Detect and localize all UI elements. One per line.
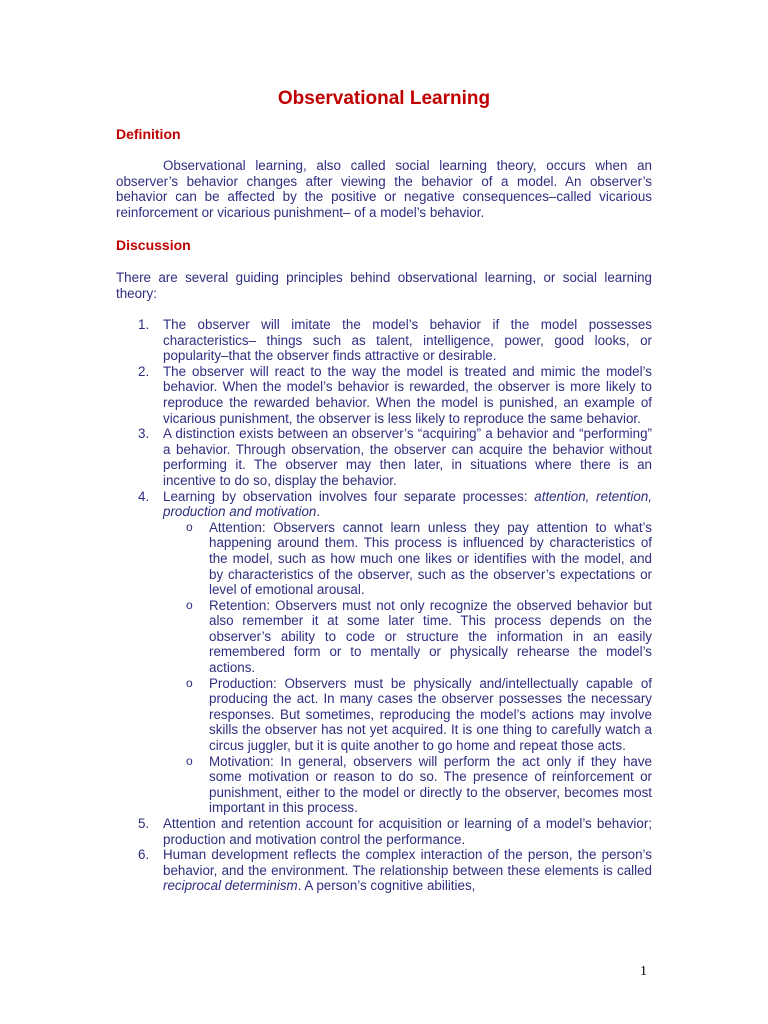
sub-list-item	[163, 520, 652, 598]
list-item-text: Attention and retention account for acquisition or learning of a model’s behavior; production and motivation control the performance.	[163, 816, 652, 847]
principles-list	[116, 317, 652, 894]
list-number: 5.	[138, 816, 150, 831]
discussion-intro: There are several guiding principles behind observational learning, or social learning theory:	[116, 270, 652, 301]
list-item	[116, 847, 652, 894]
list-number: 3.	[138, 426, 150, 442]
bullet-icon: o	[186, 675, 193, 690]
bullet-icon: o	[186, 597, 193, 612]
list-item-italic: attention, retention, production and motivation	[163, 488, 652, 520]
sub-list-item	[163, 676, 652, 754]
list-item-text: Learning by observation involves four separate processes:	[163, 488, 535, 504]
sub-list-item-text: Production: Observers must be physically and/intellectually capable of producing the act. In many cases the observer possesses the necessary responses. But sometimes, reproducing the model’s actions may involve skills the observer has not yet acquired. It is one thing to carefully watch a circus juggler, but it is quite another to go home and repeat those acts.	[209, 675, 652, 754]
list-item	[116, 489, 652, 816]
list-item-text-end: . A person’s cognitive abilities,	[297, 878, 476, 894]
sub-list-item	[163, 754, 652, 816]
definition-paragraph: Observational learning, also called social learning theory, occurs when an observer’s behavior changes after viewing the behavior of a model. An observer’s behavior can be affected by the positive or negative consequences–called vicarious reinforcement or vicarious punishment– of a model’s behavior.	[116, 158, 652, 220]
page-number: 1	[640, 964, 647, 979]
process-sublist	[163, 520, 652, 816]
bullet-icon: o	[186, 753, 193, 768]
list-item-text: The observer will react to the way the model is treated and mimic the model’s behavior. When the model’s behavior is rewarded, the observer is more likely to reproduce the rewarded behavior. When the model is punished, an example of vicarious punishment, the observer is less likely to reproduce the same behavior.	[163, 363, 652, 426]
sub-list-item	[163, 598, 652, 676]
list-item	[116, 816, 652, 847]
list-item-text-end: .	[316, 504, 321, 520]
list-number: 4.	[138, 488, 150, 504]
list-number: 2.	[138, 363, 150, 379]
sub-list-item-text: Attention: Observers cannot learn unless they pay attention to what’s happening around them. This process is influenced by characteristics of the model, such as how much one likes or identifies with the model, and by characteristics of the observer, such as the observer’s expectations or level of emotional arousal.	[209, 519, 652, 598]
list-number: 6.	[138, 847, 150, 863]
document-title: Observational Learning	[277, 88, 491, 109]
sub-list-item-text: Motivation: In general, observers will perform the act only if they have some motivation or reason to do so. The presence of reinforcement or punishment, either to the model or directly to the observer, becomes most important in this process.	[209, 753, 652, 816]
list-item	[116, 364, 652, 426]
definition-heading: Definition	[116, 126, 181, 142]
list-item	[116, 426, 652, 488]
list-number: 1.	[138, 317, 150, 332]
list-item-italic: reciprocal determinism	[163, 878, 298, 894]
list-item	[116, 317, 652, 364]
bullet-icon: o	[186, 519, 193, 534]
list-item-text: Human development reflects the complex interaction of the person, the person’s behavior, and the environment. The relationship between these elements is called	[163, 847, 652, 878]
sub-list-item-text: Retention: Observers must not only recognize the observed behavior but also remember it at some later time. This process depends on the observer’s ability to code or structure the information in an easily remembered form or to mentally or physically rehearse the model’s actions.	[209, 597, 652, 676]
list-item-text: A distinction exists between an observer’s “acquiring” a behavior and “performing” a behavior. Through observation, the observer can acquire the behavior without performing it. The observer may then later, in situations where there is an incentive to do so, display the behavior.	[163, 426, 652, 488]
discussion-heading: Discussion	[116, 237, 191, 253]
list-item-text: The observer will imitate the model’s behavior if the model possesses characteristics– things such as talent, intelligence, power, good looks, or popularity–that the observer finds attractive or desirable.	[163, 317, 652, 364]
